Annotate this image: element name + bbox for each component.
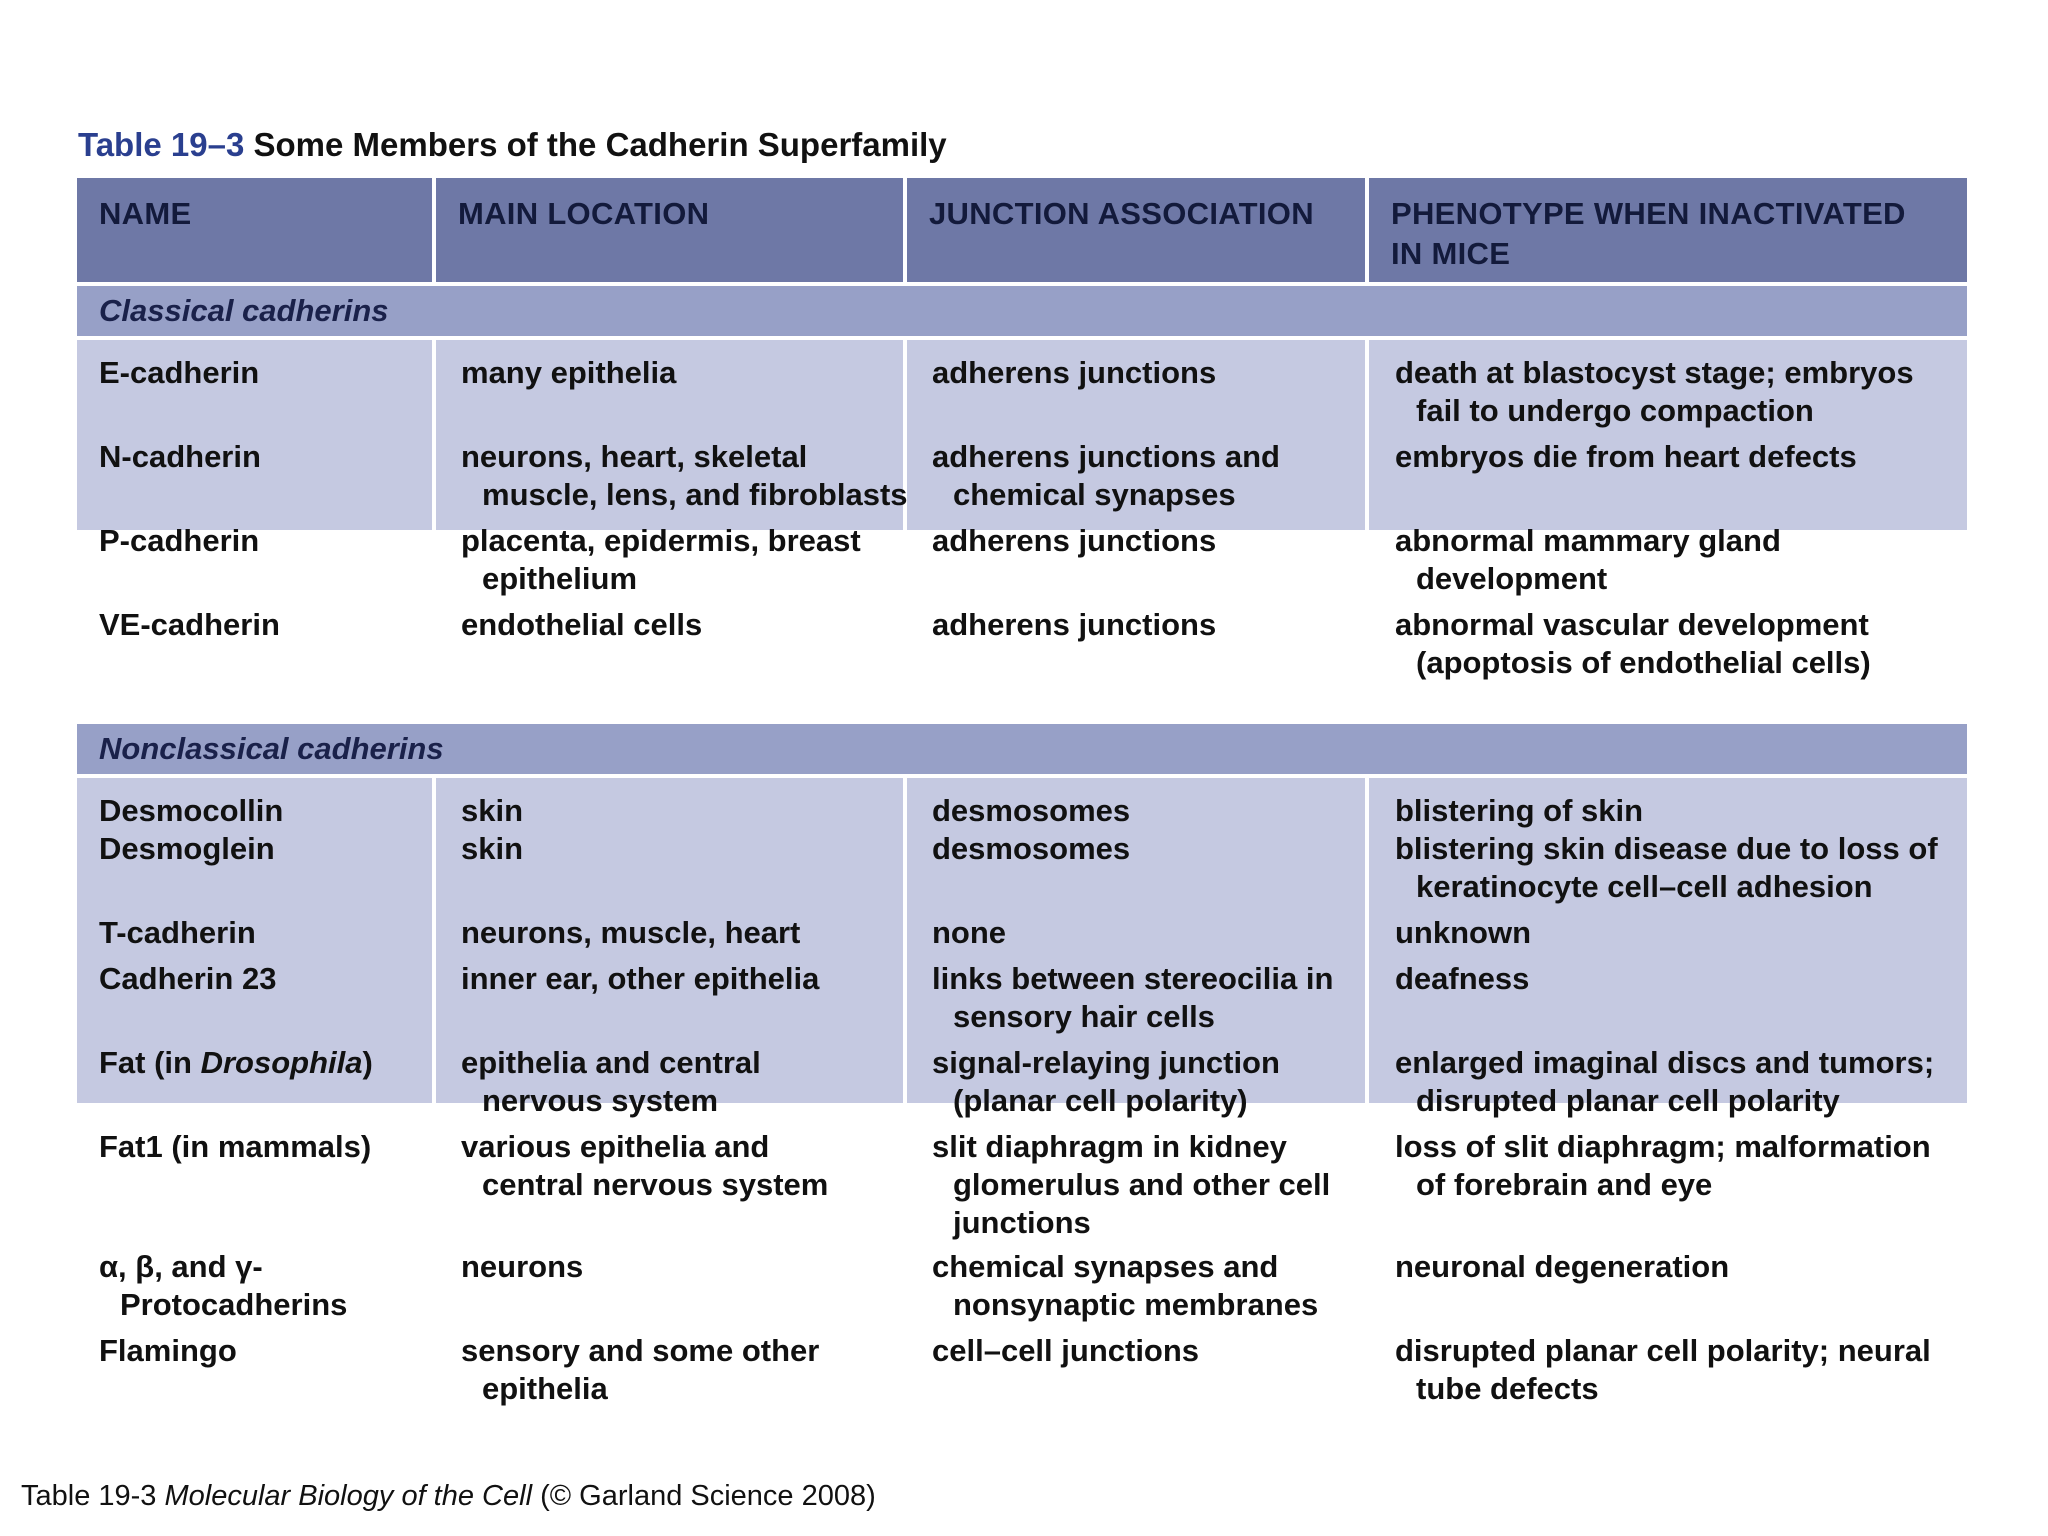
nonclassical-location-cell (461, 914, 921, 952)
classical-phenotype-line: abnormal mammary gland (1395, 523, 1781, 558)
nonclassical-location-cell (461, 792, 921, 830)
nonclassical-location-line: various epithelia and (461, 1129, 770, 1164)
nonclassical-junction-cell (932, 1248, 1387, 1324)
nonclassical-name-line: Desmoglein (99, 831, 275, 866)
classical-junction-line: adherens junctions (932, 607, 1217, 642)
nonclassical-junction-line: junctions (953, 1205, 1091, 1240)
nonclassical-location-line: skin (461, 793, 524, 828)
classical-junction-line: adherens junctions (932, 355, 1217, 390)
nonclassical-name-cell (99, 830, 429, 868)
nonclassical-junction-line: (planar cell polarity) (953, 1083, 1248, 1118)
table-title-text: Some Members of the Cadherin Superfamily (253, 126, 947, 163)
classical-location-cell (461, 522, 921, 598)
classical-junction-line: adherens junctions and (932, 439, 1280, 474)
nonclassical-junction-cell (932, 1044, 1387, 1120)
nonclassical-phenotype-cell (1395, 792, 1965, 830)
classical-junction-cell (932, 606, 1387, 644)
nonclassical-junction-line: links between stereocilia in (932, 961, 1334, 996)
classical-location-cell (461, 438, 921, 514)
nonclassical-name-line: Cadherin 23 (99, 961, 277, 996)
classical-location-line: placenta, epidermis, breast (461, 523, 861, 558)
nonclassical-name-line: Flamingo (99, 1333, 237, 1368)
caption-prefix: Table 19-3 (21, 1480, 165, 1512)
section-classical: Classical cadherins (77, 286, 1967, 336)
classical-entries (77, 355, 1914, 720)
nonclassical-phenotype-line: neuronal degeneration (1395, 1249, 1730, 1284)
nonclassical-name-line: Desmocollin (99, 793, 284, 828)
header-name: NAME (77, 178, 432, 282)
nonclassical-phenotype-line: blistering of skin (1395, 793, 1644, 828)
classical-location-line: epithelium (482, 561, 638, 596)
classical-name-cell (99, 354, 429, 392)
header-row (77, 178, 1967, 282)
classical-phenotype-line: embryos die from heart defects (1395, 439, 1857, 474)
nonclassical-junction-line: cell–cell junctions (932, 1333, 1200, 1368)
header-main-location: MAIN LOCATION (436, 178, 903, 282)
nonclassical-junction-line: nonsynaptic membranes (953, 1287, 1319, 1322)
nonclassical-phenotype-line: deafness (1395, 961, 1530, 996)
classical-name-cell (99, 522, 429, 560)
caption-book-title: Molecular Biology of the Cell (164, 1480, 533, 1512)
nonclassical-phenotype-cell (1395, 1044, 1965, 1120)
nonclassical-name-line: Protocadherins (120, 1287, 348, 1322)
classical-name-line: E-cadherin (99, 355, 260, 390)
header-phenotype-line2: IN MICE (1391, 236, 1511, 271)
nonclassical-entries (77, 793, 1938, 1428)
nonclassical-junction-line: chemical synapses and (932, 1249, 1279, 1284)
nonclassical-location-line: sensory and some other (461, 1333, 820, 1368)
classical-junction-cell (932, 438, 1387, 514)
classical-name-cell (99, 606, 429, 644)
nonclassical-junction-line: desmosomes (932, 831, 1131, 866)
nonclassical-phenotype-cell (1395, 960, 1965, 998)
classical-phenotype-cell (1395, 354, 1965, 430)
classical-phenotype-line: fail to undergo compaction (1416, 393, 1814, 428)
classical-phenotype-cell (1395, 522, 1965, 598)
nonclassical-phenotype-line: of forebrain and eye (1416, 1167, 1713, 1202)
nonclassical-location-line: inner ear, other epithelia (461, 961, 820, 996)
nonclassical-junction-cell (932, 1332, 1387, 1370)
nonclassical-name-cell (99, 792, 429, 830)
cadherin-table (77, 178, 1967, 1428)
table-number: Table 19–3 (78, 126, 245, 163)
nonclassical-junction-line: glomerulus and other cell (953, 1167, 1331, 1202)
classical-phenotype-cell (1395, 606, 1965, 682)
nonclassical-location-line: nervous system (482, 1083, 719, 1118)
classical-location-line: many epithelia (461, 355, 677, 390)
nonclassical-name-cell (99, 1248, 429, 1324)
section-nonclassical: Nonclassical cadherins (77, 724, 1967, 774)
figure-caption (21, 1480, 876, 1513)
classical-junction-cell (932, 354, 1387, 392)
table-title (78, 126, 947, 164)
classical-location-line: muscle, lens, and fibroblasts (482, 477, 908, 512)
nonclassical-junction-line: desmosomes (932, 793, 1131, 828)
nonclassical-body (77, 778, 1967, 1428)
caption-suffix: (© Garland Science 2008) (532, 1480, 876, 1512)
nonclassical-location-line: skin (461, 831, 524, 866)
nonclassical-location-cell (461, 1128, 921, 1204)
classical-location-line: endothelial cells (461, 607, 703, 642)
classical-phenotype-line: death at blastocyst stage; embryos (1395, 355, 1914, 390)
nonclassical-phenotype-cell (1395, 914, 1965, 952)
classical-junction-line: adherens junctions (932, 523, 1217, 558)
nonclassical-location-line: neurons (461, 1249, 584, 1284)
classical-name-line: N-cadherin (99, 439, 261, 474)
nonclassical-phenotype-cell (1395, 830, 1965, 906)
nonclassical-name-cell: Fat (in Drosophila) (99, 1045, 373, 1080)
nonclassical-location-cell (461, 830, 921, 868)
nonclassical-junction-line: signal-relaying junction (932, 1045, 1280, 1080)
classical-name-line: VE-cadherin (99, 607, 280, 642)
nonclassical-name-cell (99, 1128, 429, 1166)
classical-name-cell (99, 438, 429, 476)
nonclassical-junction-cell (932, 792, 1387, 830)
nonclassical-phenotype-cell (1395, 1128, 1965, 1204)
nonclassical-junction-cell (932, 960, 1387, 1036)
nonclassical-location-cell (461, 1332, 921, 1408)
nonclassical-name-line: Fat1 (in mammals) (99, 1129, 372, 1164)
nonclassical-location-line: neurons, muscle, heart (461, 915, 801, 950)
nonclassical-name-cell (99, 1332, 429, 1370)
nonclassical-location-line: epithelia and central (461, 1045, 761, 1080)
classical-phenotype-line: abnormal vascular development (1395, 607, 1869, 642)
nonclassical-location-cell (461, 1044, 921, 1120)
nonclassical-phenotype-line: blistering skin disease due to loss of (1395, 831, 1938, 866)
nonclassical-phenotype-line: disrupted planar cell polarity; neural (1395, 1333, 1931, 1368)
classical-junction-line: chemical synapses (953, 477, 1236, 512)
classical-location-cell (461, 606, 921, 644)
nonclassical-phenotype-line: enlarged imaginal discs and tumors; (1395, 1045, 1935, 1080)
classical-junction-cell (932, 522, 1387, 560)
nonclassical-phenotype-cell (1395, 1332, 1965, 1408)
classical-location-line: neurons, heart, skeletal (461, 439, 808, 474)
nonclassical-name-line: T-cadherin (99, 915, 256, 950)
classical-phenotype-line: (apoptosis of endothelial cells) (1416, 645, 1871, 680)
nonclassical-name-cell (99, 914, 429, 952)
nonclassical-phenotype-line: keratinocyte cell–cell adhesion (1416, 869, 1873, 904)
nonclassical-phenotype-line: loss of slit diaphragm; malformation (1395, 1129, 1931, 1164)
header-phenotype-line1: PHENOTYPE WHEN INACTIVATED (1391, 196, 1906, 231)
nonclassical-junction-line: slit diaphragm in kidney (932, 1129, 1287, 1164)
nonclassical-location-line: central nervous system (482, 1167, 829, 1202)
header-junction-association: JUNCTION ASSOCIATION (907, 178, 1365, 282)
classical-location-cell (461, 354, 921, 392)
nonclassical-junction-line: sensory hair cells (953, 999, 1215, 1034)
nonclassical-phenotype-line: unknown (1395, 915, 1532, 950)
nonclassical-junction-cell (932, 1128, 1387, 1242)
header-phenotype (1369, 178, 1967, 282)
nonclassical-junction-line: none (932, 915, 1007, 950)
nonclassical-phenotype-cell (1395, 1248, 1965, 1286)
nonclassical-phenotype-line: disrupted planar cell polarity (1416, 1083, 1840, 1118)
classical-name-line: P-cadherin (99, 523, 260, 558)
classical-body (77, 340, 1967, 720)
nonclassical-junction-cell (932, 830, 1387, 868)
nonclassical-name-cell (99, 960, 429, 998)
nonclassical-phenotype-line: tube defects (1416, 1371, 1599, 1406)
nonclassical-name-line: α, β, and γ- (99, 1249, 263, 1284)
nonclassical-location-cell (461, 1248, 921, 1286)
nonclassical-location-line: epithelia (482, 1371, 608, 1406)
classical-phenotype-cell (1395, 438, 1965, 476)
classical-phenotype-line: development (1416, 561, 1608, 596)
nonclassical-location-cell (461, 960, 921, 998)
nonclassical-junction-cell (932, 914, 1387, 952)
